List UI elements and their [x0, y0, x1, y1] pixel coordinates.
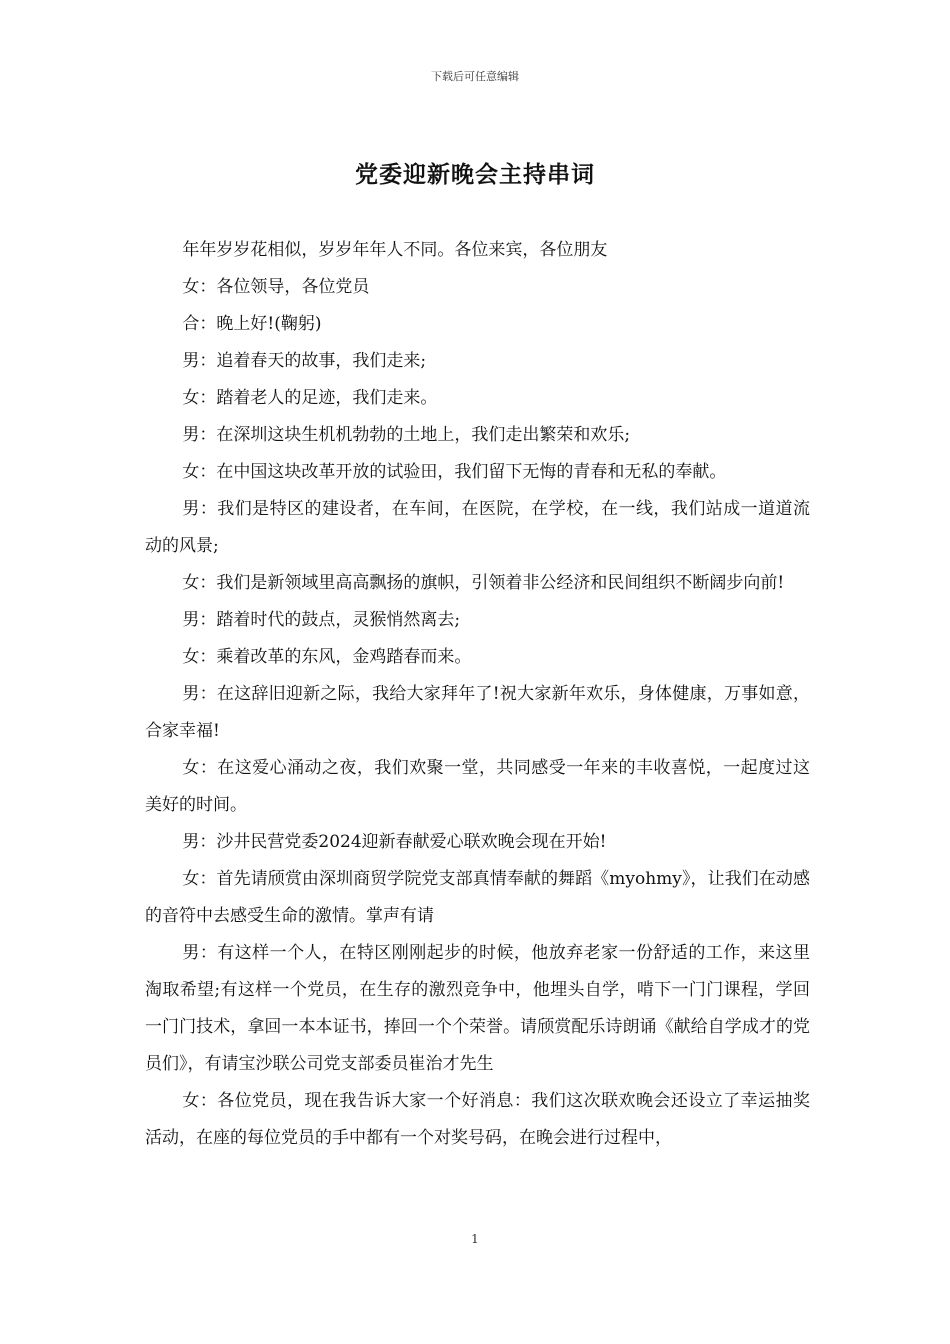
paragraph: 女：在这爱心涌动之夜，我们欢聚一堂，共同感受一年来的丰收喜悦，一起度过这美好的时间。: [145, 758, 810, 815]
paragraph: 年年岁岁花相似，岁岁年年人不同。各位来宾，各位朋友: [182, 240, 608, 260]
document-body: [145, 232, 810, 1157]
paragraph: 男：在深圳这块生机机勃勃的土地上，我们走出繁荣和欢乐;: [182, 425, 631, 445]
paragraph: 男：在这辞旧迎新之际，我给大家拜年了!祝大家新年欢乐，身体健康，万事如意，合家幸福!: [145, 684, 810, 741]
paragraph: 合：晚上好!(鞠躬): [182, 314, 322, 334]
document-title: 党委迎新晚会主持串词: [355, 161, 595, 188]
paragraph: 女：在中国这块改革开放的试验田，我们留下无悔的青春和无私的奉献。: [182, 462, 727, 482]
paragraph: 男：踏着时代的鼓点，灵猴悄然离去;: [182, 610, 461, 630]
paragraph: 女：各位领导，各位党员: [182, 277, 370, 297]
paragraph: 男：沙井民营党委2024迎新春献爱心联欢晚会现在开始!: [182, 832, 607, 852]
paragraph: 女：踏着老人的足迹，我们走来。: [182, 388, 438, 408]
paragraph: 女：首先请颀赏由深圳商贸学院党支部真情奉献的舞蹈《myohmy》，让我们在动感的音符中去感受生命的激情。掌声有请: [145, 869, 810, 926]
paragraph: 男：有这样一个人，在特区刚刚起步的时候，他放弃老家一份舒适的工作，来这里淘取希望;有这样一个党员，在生存的激烈竞争中，他埋头自学，啃下一门门课程，学回一门门技术，拿回一本本证书，捧回一个个荣誉。请颀赏配乐诗朗诵《献给自学成才的党员们》，有请宝沙联公司党支部委员崔治才先生: [145, 943, 810, 1074]
page-number: 1: [471, 1232, 479, 1246]
paragraph: 女：我们是新领域里高高飘扬的旗帜，引领着非公经济和民间组织不断阔步向前!: [182, 573, 785, 593]
paragraph: 女：乘着改革的东风，金鸡踏春而来。: [182, 647, 472, 667]
header-note: 下载后可任意编辑: [431, 70, 519, 83]
paragraph: 男：我们是特区的建设者，在车间，在医院，在学校，在一线，我们站成一道道流动的风景;: [145, 499, 810, 556]
paragraph: 男：追着春天的故事，我们走来;: [182, 351, 427, 371]
paragraph: 女：各位党员，现在我告诉大家一个好消息：我们这次联欢晚会还设立了幸运抽奖活动，在座的每位党员的手中都有一个对奖号码，在晚会进行过程中，: [145, 1091, 810, 1148]
